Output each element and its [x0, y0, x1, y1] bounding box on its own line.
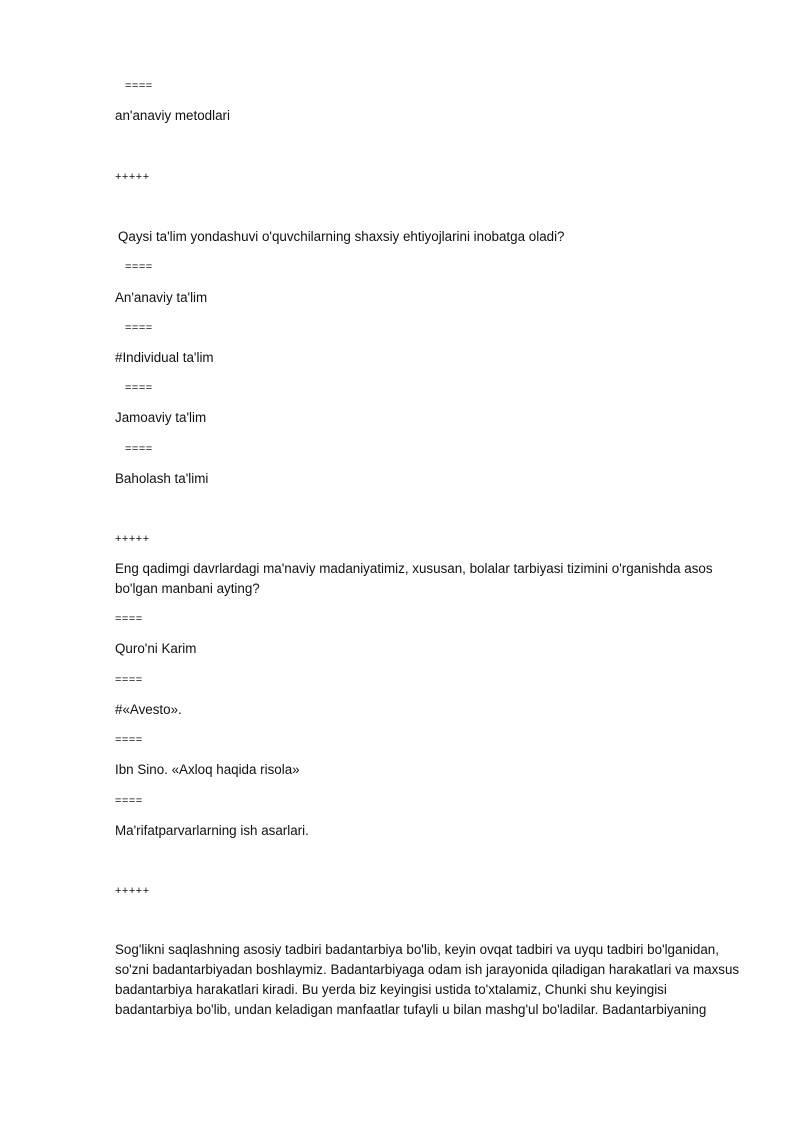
answer-option-correct: #Individual ta'lim — [115, 350, 214, 365]
paragraph-line-3: badantarbiya harakatlari kiradi. Bu yerda biz keyingisi ustida to'xtalamiz, Chunki shu keyingisi — [115, 982, 667, 997]
paragraph-line-4: badantarbiya bo'lib, undan keladigan manfaatlar tufayli u bilan mashg'ul bo'ladilar. Badantarbiyaning — [115, 1002, 707, 1017]
separator: ==== — [125, 382, 153, 394]
question-divider: +++++ — [115, 171, 150, 183]
paragraph-line-1: Sog'likni saqlashning asosiy tadbiri badantarbiya bo'lib, keyin ovqat tadbiri va uyqu tadbiri bo'lganidan, — [115, 942, 719, 957]
separator: ==== — [125, 261, 153, 273]
separator: ==== — [115, 674, 143, 686]
separator: ==== — [115, 795, 143, 807]
separator: ==== — [115, 613, 143, 625]
question-text-line-2: bo'lgan manbani ayting? — [115, 581, 260, 596]
paragraph-line-2: so'zni badantarbiyadan boshlaymiz. Badantarbiyaga odam ish jarayonida qiladigan harakatlari va maxsus — [115, 962, 740, 977]
answer-option-correct: #«Avesto». — [115, 702, 182, 717]
question-divider: +++++ — [115, 533, 150, 545]
question-divider: +++++ — [115, 885, 150, 897]
separator: ==== — [115, 734, 143, 746]
answer-option: An'anaviy ta'lim — [115, 290, 208, 305]
answer-option: Jamoaviy ta'lim — [115, 410, 207, 425]
answer-option: Baholash ta'limi — [115, 471, 209, 486]
question-text: Qaysi ta'lim yondashuvi o'quvchilarning shaxsiy ehtiyojlarini inobatga oladi? — [118, 229, 565, 244]
answer-option: Quro'ni Karim — [115, 641, 197, 656]
separator: ==== — [125, 443, 153, 455]
question-text-line-1: Eng qadimgi davrlardagi ma'naviy madaniyatimiz, xususan, bolalar tarbiyasi tizimini o'rganishda asos — [115, 561, 713, 576]
separator: ==== — [125, 322, 153, 334]
answer-option: an'anaviy metodlari — [115, 108, 230, 123]
answer-option: Ibn Sino. «Axloq haqida risola» — [115, 762, 300, 777]
separator: ==== — [125, 80, 153, 92]
answer-option: Ma'rifatparvarlarning ish asarlari. — [115, 823, 309, 838]
